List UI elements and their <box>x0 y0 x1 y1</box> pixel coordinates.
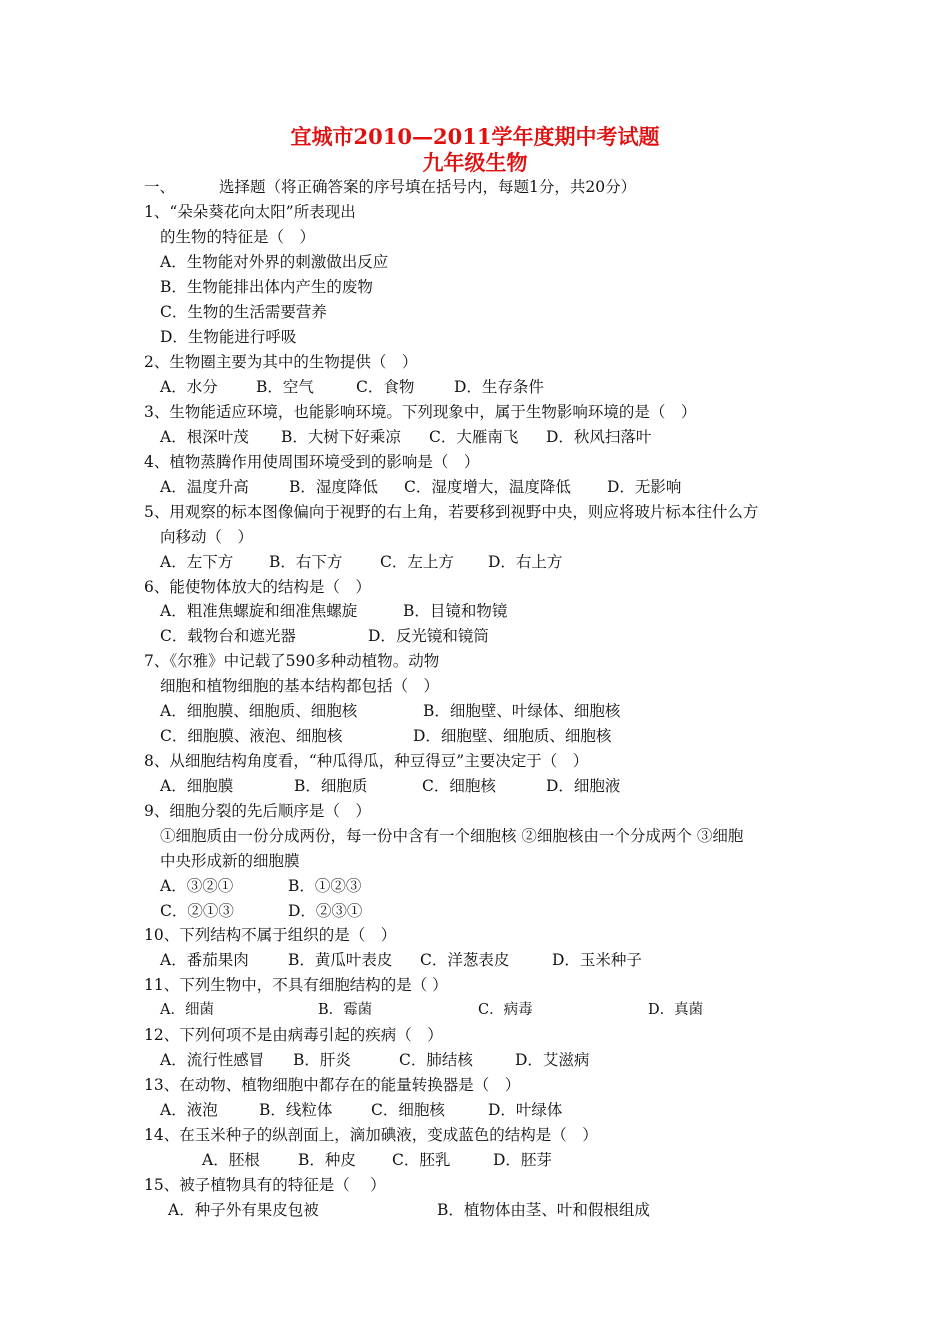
section-number: 一、 <box>144 178 176 196</box>
question-11-option-d: D．真菌 <box>648 1002 704 1018</box>
question-3-options <box>160 427 651 447</box>
question-1-option-d: D．生物能进行呼吸 <box>160 328 297 346</box>
question-4-options <box>160 477 681 497</box>
question-2-option-c: C．食物 <box>356 378 415 396</box>
question-13-stem: 13、在动物、植物细胞中都存在的能量转换器是（ ） <box>144 1076 521 1094</box>
question-2-option-b: B．空气 <box>256 378 314 396</box>
question-13-option-c: C．细胞核 <box>371 1101 445 1119</box>
question-13-options <box>160 1100 562 1120</box>
question-1-stem-line-2: 的生物的特征是（ ） <box>160 228 316 246</box>
question-7-options-row-1 <box>160 701 620 721</box>
question-14-options <box>202 1150 552 1170</box>
question-6-option-c: C．载物台和遮光器 <box>160 627 296 645</box>
question-5-option-c: C．左上方 <box>380 553 454 571</box>
question-7-stem-line-2: 细胞和植物细胞的基本结构都包括（ ） <box>160 677 440 695</box>
question-6-option-b: B．目镜和物镜 <box>403 602 508 620</box>
question-8-option-a: A．细胞膜 <box>160 777 234 795</box>
question-2-option-a: A．水分 <box>160 378 218 396</box>
question-9-stem-line-1: 9、细胞分裂的先后顺序是（ ） <box>144 802 371 820</box>
question-3-option-a: A．根深叶茂 <box>160 428 249 446</box>
question-9-option-d: D．②③① <box>288 902 363 920</box>
question-10-option-b: B．黄瓜叶表皮 <box>288 951 393 969</box>
question-3-option-d: D．秋风扫落叶 <box>546 428 652 446</box>
question-7-option-a: A．细胞膜、细胞质、细胞核 <box>160 702 358 720</box>
question-12-option-c: C．肺结核 <box>399 1051 473 1069</box>
question-15-option-a: A．种子外有果皮包被 <box>168 1201 319 1219</box>
question-9-options-row-1 <box>160 876 361 896</box>
question-4-stem: 4、植物蒸腾作用使周围环境受到的影响是（ ） <box>144 453 480 471</box>
question-6-options-row-2 <box>160 626 489 646</box>
question-5-option-d: D．右上方 <box>488 553 563 571</box>
question-11-option-b: B．霉菌 <box>318 1002 373 1018</box>
question-7-option-c: C．细胞膜、液泡、细胞核 <box>160 727 343 745</box>
question-12-options <box>160 1050 589 1070</box>
question-8-options <box>160 776 620 796</box>
question-10-option-c: C．洋葱表皮 <box>420 951 510 969</box>
question-11-option-a: A．细菌 <box>160 1002 214 1018</box>
question-9-option-c: C．②①③ <box>160 902 234 920</box>
question-4-option-d: D．无影响 <box>607 478 682 496</box>
question-3-stem: 3、生物能适应环境，也能影响环境。下列现象中，属于生物影响环境的是（ ） <box>144 403 697 421</box>
question-10-option-a: A．番茄果肉 <box>160 951 249 969</box>
question-14-option-d: D．胚芽 <box>493 1151 552 1169</box>
question-1-option-c: C．生物的生活需要营养 <box>160 303 327 321</box>
question-12-stem: 12、下列何项不是由病毒引起的疾病（ ） <box>144 1026 443 1044</box>
question-1-stem-line-1: 1、“朵朵葵花向太阳”所表现出 <box>144 203 356 221</box>
question-10-option-d: D．玉米种子 <box>552 951 642 969</box>
question-5-option-b: B．右下方 <box>269 553 343 571</box>
section-instructions: 选择题（将正确答案的序号填在括号内，每题1分，共20分） <box>219 178 637 196</box>
question-6-option-a: A．粗准焦螺旋和细准焦螺旋 <box>160 602 358 620</box>
question-8-stem: 8、从细胞结构角度看，“种瓜得瓜，种豆得豆”主要决定于（ ） <box>144 752 589 770</box>
question-7-stem-line-1: 7、《尔雅》中记载了590多种动植物。动物 <box>144 652 440 670</box>
question-4-option-a: A．温度升高 <box>160 478 249 496</box>
question-11-stem: 11、下列生物中，不具有细胞结构的是（ ） <box>144 976 448 994</box>
question-6-stem: 6、能使物体放大的结构是（ ） <box>144 578 371 596</box>
question-6-options-row-1 <box>160 601 507 621</box>
question-10-stem: 10、下列结构不属于组织的是（ ） <box>144 926 397 944</box>
question-13-option-b: B．线粒体 <box>259 1101 333 1119</box>
question-2-stem: 2、生物圈主要为其中的生物提供（ ） <box>144 353 418 371</box>
question-15-options <box>168 1200 650 1220</box>
question-2-option-d: D．生存条件 <box>454 378 544 396</box>
question-6-option-d: D．反光镜和镜筒 <box>368 627 489 645</box>
question-5-stem-line-1: 5、用观察的标本图像偏向于视野的右上角，若要移到视野中央，则应将玻片标本往什么方 <box>144 503 759 521</box>
question-1-option-a: A．生物能对外界的刺激做出反应 <box>160 253 389 271</box>
question-3-option-b: B．大树下好乘凉 <box>281 428 401 446</box>
question-9-options-row-2 <box>160 901 362 921</box>
question-11-option-c: C．病毒 <box>478 1002 533 1018</box>
question-14-option-a: A．胚根 <box>202 1151 260 1169</box>
question-13-option-a: A．液泡 <box>160 1101 218 1119</box>
question-5-option-a: A．左下方 <box>160 553 234 571</box>
question-11-options <box>160 1000 703 1020</box>
question-7-option-d: D．细胞壁、细胞质、细胞核 <box>413 727 612 745</box>
question-15-option-b: B．植物体由茎、叶和假根组成 <box>437 1201 650 1219</box>
question-12-option-d: D．艾滋病 <box>515 1051 590 1069</box>
question-8-option-c: C．细胞核 <box>422 777 496 795</box>
question-12-option-a: A．流行性感冒 <box>160 1051 265 1069</box>
page-title: 宜城市2010—2011学年度期中考试题 <box>290 124 660 149</box>
question-5-stem-line-2: 向移动（ ） <box>160 528 254 546</box>
question-8-option-d: D．细胞液 <box>546 777 621 795</box>
question-9-option-b: B．①②③ <box>288 877 362 895</box>
question-1-option-b: B．生物能排出体内产生的废物 <box>160 278 373 296</box>
question-14-option-c: C．胚乳 <box>392 1151 451 1169</box>
question-15-stem: 15、被子植物具有的特征是（ ） <box>144 1176 386 1194</box>
question-13-option-d: D．叶绿体 <box>488 1101 563 1119</box>
question-9-stem-line-3: 中央形成新的细胞膜 <box>160 852 300 870</box>
question-9-stem-line-2: ①细胞质由一份分成两份，每一份中含有一个细胞核 ②细胞核由一个分成两个 ③细胞 <box>160 827 744 845</box>
page-subtitle: 九年级生物 <box>422 150 528 175</box>
question-14-stem: 14、在玉米种子的纵剖面上，滴加碘液，变成蓝色的结构是（ ） <box>144 1126 598 1144</box>
question-4-option-b: B．湿度降低 <box>289 478 378 496</box>
section-heading <box>144 177 636 197</box>
question-8-option-b: B．细胞质 <box>294 777 368 795</box>
question-7-option-b: B．细胞壁、叶绿体、细胞核 <box>423 702 621 720</box>
question-7-options-row-2 <box>160 726 611 746</box>
question-5-options <box>160 552 562 572</box>
question-4-option-c: C．湿度增大，温度降低 <box>404 478 571 496</box>
question-3-option-c: C．大雁南飞 <box>429 428 519 446</box>
question-10-options <box>160 950 642 970</box>
question-12-option-b: B．肝炎 <box>293 1051 351 1069</box>
question-2-options <box>160 377 544 397</box>
question-14-option-b: B．种皮 <box>298 1151 356 1169</box>
question-9-option-a: A．③②① <box>160 877 234 895</box>
